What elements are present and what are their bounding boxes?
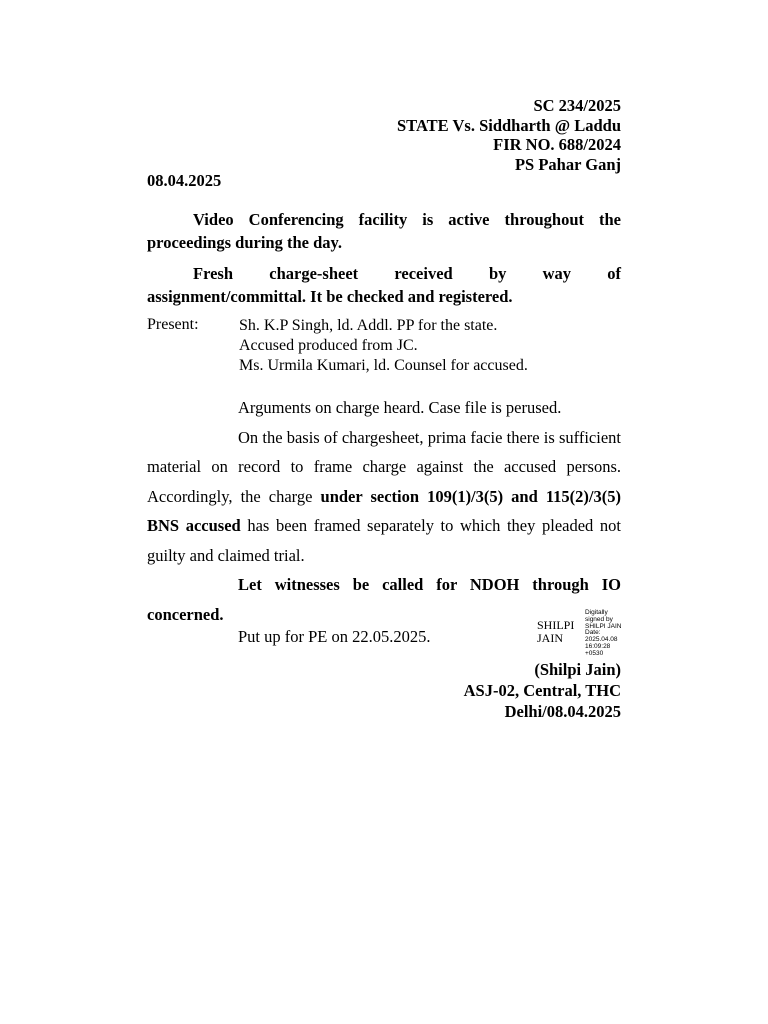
fir-number: FIR NO. 688/2024 bbox=[493, 135, 621, 154]
video-conference-note: Video Conferencing facility is active throughout the proceedings during the day. bbox=[147, 210, 621, 252]
signature-detail-line: 2025.04.08 bbox=[585, 636, 618, 644]
signature-detail-line: signed by bbox=[585, 615, 613, 623]
charge-text-part2: has been framed separately to which they pleaded not guilty and claimed trial. bbox=[147, 516, 621, 565]
present-line-accused: Accused produced from JC. bbox=[239, 337, 418, 354]
charge-sections: under section 109(1)/3(5) and 115(2)/3(5) BNS accused bbox=[147, 486, 621, 535]
arguments-line: Arguments on charge heard. Case file is perused. bbox=[238, 398, 562, 417]
signature-name-line2: JAIN bbox=[537, 630, 563, 645]
order-date: 08.04.2025 bbox=[147, 171, 222, 190]
present-line-counsel: Ms. Urmila Kumari, ld. Counsel for accused. bbox=[239, 357, 528, 374]
signature-detail-line: +0530 bbox=[585, 649, 604, 657]
present-line-pp: Sh. K.P Singh, ld. Addl. PP for the state. bbox=[239, 317, 498, 334]
case-parties: STATE Vs. Siddharth @ Laddu bbox=[397, 115, 621, 135]
judge-name: (Shilpi Jain) bbox=[534, 660, 621, 679]
judge-designation: ASJ-02, Central, THC bbox=[463, 681, 621, 700]
signature-detail-line: Date: bbox=[585, 629, 601, 637]
signature-detail-line: SHILPI JAIN bbox=[585, 622, 622, 630]
case-header bbox=[397, 96, 621, 174]
police-station: PS Pahar Ganj bbox=[514, 154, 621, 174]
witnesses-direction: Let witnesses be called for NDOH through IO concerned. bbox=[147, 575, 621, 624]
charge-paragraph bbox=[147, 423, 621, 571]
fresh-chargesheet-note: Fresh charge-sheet received by way of assignment/committal. It be checked and registered. bbox=[147, 264, 621, 306]
signature-detail-line: Digitally bbox=[585, 609, 608, 616]
case-number: SC 234/2025 bbox=[533, 96, 621, 115]
charge-text-part1: On the basis of chargesheet, prima facie there is sufficient material on record to frame charge against the accused persons. Accordingly, the charge bbox=[147, 427, 621, 506]
signature-name-line1: SHILPI bbox=[537, 618, 575, 632]
order-body bbox=[147, 393, 621, 629]
signoff-place-date: Delhi/08.04.2025 bbox=[504, 702, 621, 721]
digital-signature-name bbox=[537, 619, 574, 644]
present-label: Present: bbox=[147, 316, 199, 333]
signature-detail-line: 16:09:28 bbox=[585, 642, 611, 650]
present-list bbox=[239, 316, 528, 376]
judge-signoff bbox=[464, 659, 621, 722]
next-date-line: Put up for PE on 22.05.2025. bbox=[238, 627, 431, 646]
digital-signature-details bbox=[585, 610, 635, 658]
